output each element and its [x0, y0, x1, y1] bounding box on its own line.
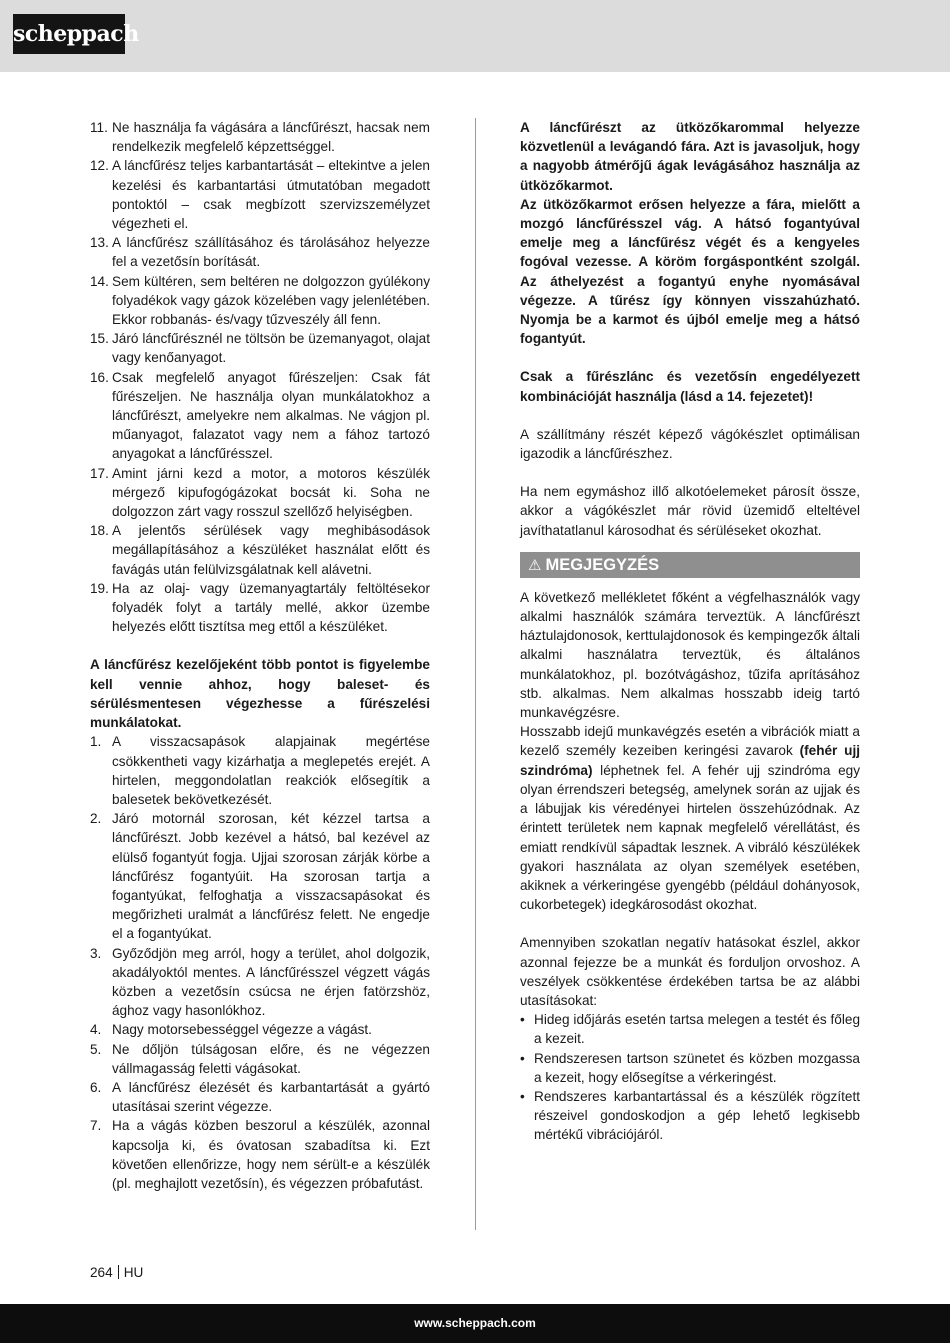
- bold-paragraph: Az ütközőkarmot erősen helyezze a fára, mielőtt a mozgó láncfűrésszel vág. A hátsó fogantyúval emelje meg a láncfűrész végét és a kengyeles fogóval vezesse. A köröm forgáspontként szolgál. Az áthelyezést a fogantyú enyhe nyomásával végezze. A tűrész így könnyen visszahúzható. Nyomja be a karmot és újból emelje meg a hátsó fogantyút.: [520, 196, 860, 347]
- bullet-icon: •: [520, 1012, 525, 1028]
- list-item: 13. A láncfűrész szállításához és tárolásához helyezze fel a vezetősín borítását.: [90, 235, 430, 270]
- bold-paragraph: A láncfűrészt az ütközőkarommal helyezze közvetlenül a levágandó fára. Azt is javasoljuk, hogy a nagyobb átmérőjű ágak levágásához használja az ütközőkarmot.: [520, 120, 860, 193]
- list-item: 6. A láncfűrész élezését és karbantartását a gyártó utasításai szerint végezze.: [90, 1079, 430, 1115]
- list-item: • Rendszeres karbantartással és a készülék rögzített részeivel gondoskodjon a gép lehető legkisebb mértékű vibrációjáról.: [520, 1088, 860, 1143]
- paragraph: Hosszabb idejű munkavégzés esetén a vibrációk miatt a kezelő személy kezeiben keringési zavarok (fehér ujj szindróma) léphetnek fel. A fehér ujj szindróma egy olyan érrendszeri betegség, amelynek során az ujjak és a lábujjak kis véredényei hirtelen összehúzódnak. Az érintett területek nem kapnak megfelelő vérellátást, és emiatt rendkívül sápadtak lesznek. A vibráló készülékek gyakori használata az olyan személyek esetében, akiknek a vérkeringése gyengébb (például dohányosok, cukorbetegek) idegkárosodást okozhat.: [520, 724, 861, 913]
- website-url: www.scheppach.com: [414, 1316, 536, 1330]
- list-item: 16. Csak megfelelő anyagot fűrészeljen: Csak fát fűrészeljen. Ne használja olyan munkálatokhoz a láncfűrészt, amelyekre nem alkalmas. Ne vágjon pl. műanyagot, falazatot vagy nem a fához tartozó anyagokat a láncfűrésszel.: [90, 369, 430, 462]
- page-header: [0, 0, 950, 72]
- bullet-icon: •: [520, 1050, 525, 1066]
- list-item: 18. A jelentős sérülések vagy meghibásodások megállapításához a készüléket használat előtt és favágás után felülvizsgálatnak kell alávetni.: [90, 523, 430, 577]
- safety-list-continued: [90, 118, 430, 636]
- kickback-list: [90, 732, 430, 1193]
- language-code: HU: [123, 1265, 144, 1280]
- bold-paragraph: Csak a fűrészlánc és vezetősín engedélyezett kombinációját használja (lásd a 14. fejezetet)!: [520, 369, 860, 404]
- list-item: 12. A láncfűrész teljes karbantartását – eltekintve a jelen kezelési és karbantartási útmutatóban megadott pontoktól – csak megbízott szervizszemélyzet végezheti el.: [90, 158, 430, 232]
- right-column: [520, 118, 860, 1145]
- footer-bar: [0, 1304, 950, 1343]
- page-number: 264: [90, 1265, 113, 1280]
- bullet-icon: •: [520, 1088, 525, 1104]
- separator: [118, 1265, 119, 1279]
- list-item: 2. Járó motornál szorosan, két kézzel tartsa a láncfűrészt. Jobb kezével a hátsó, bal kezével az elülső fogantyút fogja. Ujjai szorosan zárják körbe a láncfűrész fogantyúit. Ha szorosan tartja a fogantyúkat, felfoghatja a visszacsapásokat és megőrizheti uralmát a láncfűrész felett. Ne engedje el a fogantyúkat.: [90, 811, 430, 942]
- paragraph: A következő mellékletet főként a végfelhasználók vagy alkalmi használók számára terveztük. A láncfűrészt háztulajdonosok, kerttulajdonosok és kempingezők általi alkalmi használatra terveztük, és általános munkálatokhoz, pl. bozótvágáshoz, tűzifa aprításához stb. alkalmas. Nem alkalmas hosszabb ideig tartó munkavégzésre.: [520, 589, 860, 721]
- column-divider: [475, 118, 476, 1230]
- list-item: 1. A visszacsapások alapjainak megértése csökkentheti vagy kizárhatja a meglepetés erejét. A hirtelen, meggondolatlan reakciók elősegítik a balesetek bekövetkezését.: [90, 734, 430, 807]
- paragraph: Ha nem egymáshoz illő alkotóelemeket párosít össze, akkor a vágókészlet már rövid üzemidő elteltével javíthatatlanul károsodhat és sérüléseket okozhat.: [520, 484, 860, 538]
- bullet-list: [520, 1010, 860, 1144]
- note-heading: [520, 552, 860, 578]
- list-item: 11. Ne használja fa vágására a láncfűrészt, hacsak nem rendelkezik megfelelő képzettséggel.: [90, 120, 430, 155]
- list-item: • Hideg időjárás esetén tartsa melegen a testét és főleg a kezeit.: [520, 1012, 860, 1047]
- list-item: 15. Járó láncfűrésznél ne töltsön be üzemanyagot, olajat vagy kenőanyagot.: [90, 331, 430, 366]
- page-footer-label: [90, 1265, 143, 1280]
- list-item: 3. Győződjön meg arról, hogy a terület, ahol dolgozik, akadályoktól mentes. A láncfűrésszel végzett vágás közben a vezetősín csúcsa ne érjen fatörzshöz, ághoz vagy hasonlókhoz.: [90, 945, 430, 1019]
- list-item: 7. Ha a vágás közben beszorul a készülék, azonnal kapcsolja ki, és óvatosan szabadítsa ki. Ezt követően ellenőrizze, hogy nem sérült-e a készülék (pl. meghajlott vezetősín), és végezzen próbafutást.: [90, 1118, 430, 1191]
- operator-intro: A láncfűrész kezelőjeként több pontot is figyelembe kell vennie ahhoz, hogy baleset- és sérülésmentesen végezhesse a fűrészelési munkálatokat.: [90, 657, 430, 731]
- left-column: [90, 118, 430, 1193]
- list-item: • Rendszeresen tartson szünetet és közben mozgassa a kezeit, hogy elősegítse a vérkeringést.: [520, 1050, 860, 1085]
- list-item: 14. Sem kültéren, sem beltéren ne dolgozzon gyúlékony folyadékok vagy gázok közelében vagy jelenlétében. Ekkor robbanás- és/vagy tűzveszély áll fenn.: [90, 273, 430, 328]
- warning-triangle-icon: ⚠: [528, 556, 542, 574]
- note-title: MEGJEGYZÉS: [545, 555, 660, 574]
- list-item: 5. Ne dőljön túlságosan előre, és ne végezzen vállmagasság feletti vágásokat.: [90, 1041, 430, 1076]
- paragraph: Amennyiben szokatlan negatív hatásokat észlel, akkor azonnal fejezze be a munkát és forduljon orvoshoz. A veszélyek csökkentése érdekében tartsa be az alábbi utasításokat:: [520, 935, 860, 1008]
- list-item: 17. Amint járni kezd a motor, a motoros készülék mérgező kipufogógázokat bocsát ki. Soha ne dolgozzon zárt vagy rosszul szellőző helyiségben.: [90, 465, 430, 520]
- scheppach-logo: scheppach: [13, 14, 125, 54]
- list-item: 4. Nagy motorsebességgel végezze a vágást.: [90, 1022, 372, 1038]
- paragraph: A szállítmány részét képező vágókészlet optimálisan igazodik a láncfűrészhez.: [520, 426, 860, 462]
- list-item: 19. Ha az olaj- vagy üzemanyagtartály feltöltésekor folyadék folyt a tartály mellé, akkor üzembe helyezés előtt tisztítsa meg ettől a készüléket.: [90, 580, 430, 635]
